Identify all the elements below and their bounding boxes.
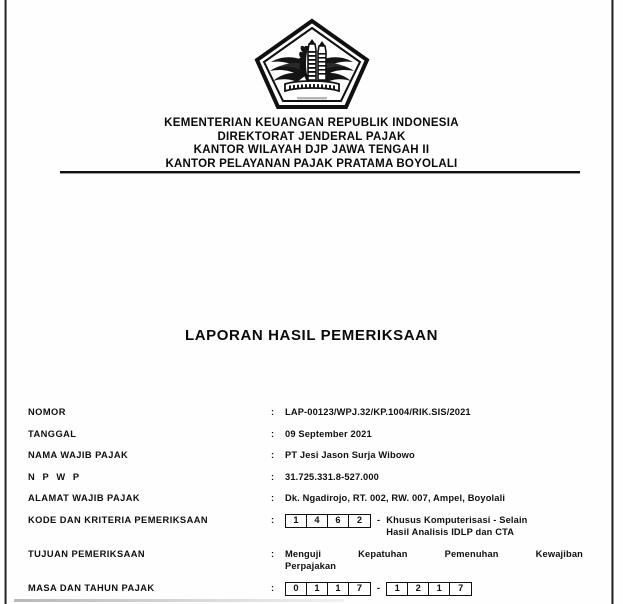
field-row-nama-wajib-pajak (28, 448, 588, 461)
field-row-npwp (28, 470, 588, 483)
masa-to-digit-4: 7 (458, 582, 464, 593)
letterhead (0, 117, 623, 171)
field-value-tujuan-pemeriksaan (285, 547, 583, 572)
masa-from-digit-1: 0 (286, 583, 307, 595)
masa-pajak-separator: - (377, 582, 381, 593)
field-label-npwp: N P W P (28, 471, 82, 482)
field-row-tanggal (28, 427, 588, 440)
field-row-nomor (28, 405, 588, 418)
kode-kriteria-description (386, 514, 527, 539)
field-row-alamat-wajib-pajak (28, 491, 588, 504)
kode-digit-2: 4 (307, 515, 328, 527)
masa-to-digit-2: 2 (408, 583, 429, 595)
field-value-tanggal: 09 September 2021 (285, 428, 372, 439)
field-label-masa-dan-tahun-pajak: MASA DAN TAHUN PAJAK (28, 582, 155, 593)
letterhead-line-2: DIREKTORAT JENDERAL PAJAK (217, 130, 406, 143)
field-colon-npwp: : (271, 471, 275, 482)
field-value-npwp: 31.725.331.8-527.000 (285, 471, 379, 482)
letterhead-divider (60, 171, 580, 173)
field-label-nomor: NOMOR (28, 407, 66, 417)
kode-pemeriksaan-boxes (285, 514, 371, 528)
scan-artifact-bottom (14, 599, 344, 602)
field-colon-nomor: : (271, 407, 275, 417)
kode-kriteria-description-line-1: Khusus Komputerisasi - Selain (386, 514, 528, 525)
masa-pajak-to-boxes (386, 582, 472, 596)
tujuan-line-2: Perpajakan (285, 561, 337, 571)
field-label-tanggal: TANGGAL (28, 428, 77, 439)
page-title: LAPORAN HASIL PEMERIKSAAN (184, 327, 439, 344)
field-value-masa-dan-tahun-pajak (285, 581, 588, 596)
kode-separator: - (377, 514, 381, 525)
masa-pajak-from-boxes (285, 582, 371, 596)
kode-digit-3: 6 (328, 515, 349, 527)
emblem-container (0, 18, 623, 110)
kode-digit-4: 2 (356, 514, 363, 525)
kode-pemeriksaan-line (285, 514, 588, 539)
letterhead-line-1: KEMENTERIAN KEUANGAN REPUBLIK INDONESIA (164, 117, 459, 129)
masa-from-digit-2: 1 (307, 583, 328, 595)
field-label-alamat-wajib-pajak: ALAMAT WAJIB PAJAK (28, 493, 141, 503)
field-colon-tanggal: : (271, 428, 275, 439)
masa-to-digit-1: 1 (387, 583, 408, 595)
field-label-kode-kriteria-pemeriksaan: KODE DAN KRITERIA PEMERIKSAAN (28, 514, 209, 525)
field-row-kode-kriteria-pemeriksaan (28, 513, 588, 539)
field-colon-masa-dan-tahun-pajak: : (271, 582, 275, 593)
tujuan-line-1: Menguji Kepatuhan Pemenuhan Kewajiban (285, 549, 583, 559)
field-row-masa-dan-tahun-pajak (28, 581, 588, 596)
field-colon-tujuan-pemeriksaan: : (271, 549, 275, 559)
letterhead-line-4: KANTOR PELAYANAN PAJAK PRATAMA BOYOLALI (165, 157, 458, 170)
masa-from-digit-3: 1 (328, 583, 349, 595)
kode-digit-1: 1 (286, 515, 307, 527)
masa-from-digit-4: 7 (356, 582, 363, 593)
garuda-ministry-of-finance-emblem (253, 18, 371, 110)
masa-to-digit-3: 1 (429, 583, 450, 595)
field-value-nama-wajib-pajak: PT Jesi Jason Surja Wibowo (285, 450, 415, 460)
masa-pajak-line (285, 582, 588, 596)
letterhead-line-3: KANTOR WILAYAH DJP JAWA TENGAH II (193, 144, 430, 156)
kode-kriteria-description-line-2: Hasil Analisis IDLP dan CTA (386, 527, 515, 537)
document-fields (28, 405, 588, 604)
field-colon-kode-kriteria-pemeriksaan: : (271, 514, 275, 525)
field-colon-nama-wajib-pajak: : (271, 450, 275, 460)
field-colon-alamat-wajib-pajak: : (271, 493, 275, 503)
field-value-kode-kriteria-pemeriksaan (285, 513, 588, 539)
field-value-alamat-wajib-pajak: Dk. Ngadirojo, RT. 002, RW. 007, Ampel, Boyolali (285, 493, 506, 503)
field-label-nama-wajib-pajak: NAMA WAJIB PAJAK (28, 450, 129, 460)
field-value-nomor: LAP-00123/WPJ.32/KP.1004/RIK.SIS/2021 (285, 407, 471, 417)
field-label-tujuan-pemeriksaan: TUJUAN PEMERIKSAAN (28, 549, 146, 559)
field-row-tujuan-pemeriksaan (28, 547, 588, 572)
